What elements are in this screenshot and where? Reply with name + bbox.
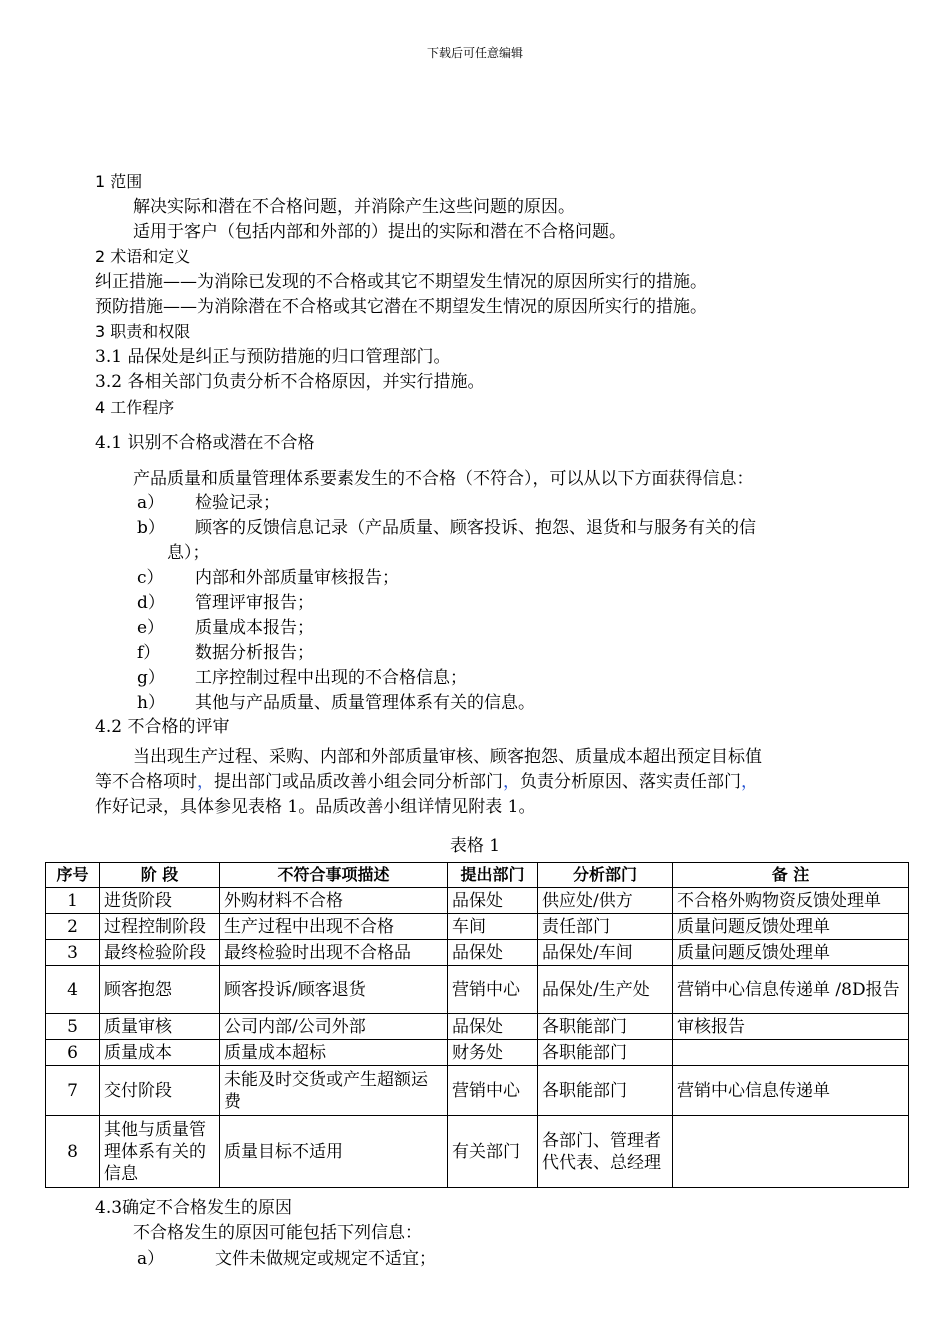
table-cell: 各部门、管理者代代表、总经理 xyxy=(538,1116,673,1188)
table-cell: 7 xyxy=(46,1066,100,1116)
table-row xyxy=(46,1116,909,1188)
section-4-2-line-1: 当出现生产过程、采购、内部和外部质量审核、顾客抱怨、质量成本超出预定目标值 xyxy=(133,747,762,767)
table-cell xyxy=(673,1116,909,1188)
table-cell: 1 xyxy=(46,888,100,914)
table-cell: 顾客抱怨 xyxy=(100,966,220,1014)
table-cell: 未能及时交货或产生超额运费 xyxy=(220,1066,448,1116)
table-body xyxy=(46,888,909,1188)
table-cell: 审核报告 xyxy=(673,1014,909,1040)
table-cell: 质量成本超标 xyxy=(220,1040,448,1066)
table-cell: 财务处 xyxy=(448,1040,538,1066)
line-2-part-e: 负责分析原因、落实责任部门 xyxy=(520,772,741,792)
list-item-text: 检验记录； xyxy=(195,493,280,513)
list-item-text: 内部和外部质量审核报告； xyxy=(195,568,399,588)
table-row xyxy=(46,966,909,1014)
table-row xyxy=(46,940,909,966)
list-item-marker: g） xyxy=(137,668,165,688)
section-4-3-item-marker: a） xyxy=(137,1249,165,1269)
section-4-1-title: 4.1 识别不合格或潜在不合格 xyxy=(95,433,315,453)
section-4-2-title: 4.2 不合格的评审 xyxy=(95,717,230,737)
table-cell: 2 xyxy=(46,914,100,940)
table-cell: 最终检验阶段 xyxy=(100,940,220,966)
list-item-text: 其他与产品质量、质量管理体系有关的信息。 xyxy=(195,693,535,713)
list-item-text: 顾客的反馈信息记录（产品质量、顾客投诉、抱怨、退货和与服务有关的信 xyxy=(195,518,756,538)
line-2-comma-3: ， xyxy=(741,772,758,792)
section-3-para-2: 3.2 各相关部门负责分析不合格原因，并实行措施。 xyxy=(95,372,485,392)
list-item-text: 管理评审报告； xyxy=(195,593,314,613)
section-4-3-item-text: 文件未做规定或规定不适宜； xyxy=(215,1249,436,1269)
table-cell: 质量问题反馈处理单 xyxy=(673,940,909,966)
table-cell: 品保处 xyxy=(448,1014,538,1040)
table-cell: 8 xyxy=(46,1116,100,1188)
table-cell: 3 xyxy=(46,940,100,966)
table-row xyxy=(46,888,909,914)
header-cell: 阶 段 xyxy=(100,863,220,888)
table-row xyxy=(46,1014,909,1040)
list-item-text: 工序控制过程中出现的不合格信息； xyxy=(195,668,467,688)
section-4-2-line-2 xyxy=(95,771,758,793)
table-cell: 质量目标不适用 xyxy=(220,1116,448,1188)
section-2-para-2: 预防措施——为消除潜在不合格或其它潜在不期望发生情况的原因所实行的措施。 xyxy=(95,297,707,317)
table-cell: 营销中心信息传递单 xyxy=(673,1066,909,1116)
page-header: 下载后可任意编辑 xyxy=(426,46,523,60)
table-cell: 最终检验时出现不合格品 xyxy=(220,940,448,966)
section-3-para-1: 3.1 品保处是纠正与预防措施的归口管理部门。 xyxy=(95,347,451,367)
table-cell: 营销中心信息传递单 /8D报告 xyxy=(673,966,909,1014)
table-row xyxy=(46,1040,909,1066)
section-4-3-intro: 不合格发生的原因可能包括下列信息： xyxy=(133,1223,422,1243)
table-cell: 交付阶段 xyxy=(100,1066,220,1116)
section-4-3-title: 4.3确定不合格发生的原因 xyxy=(95,1198,293,1218)
table-cell: 车间 xyxy=(448,914,538,940)
table-cell: 顾客投诉/顾客退货 xyxy=(220,966,448,1014)
list-item-marker: b） xyxy=(137,518,165,538)
list-item-marker: e） xyxy=(137,618,165,638)
table-cell: 5 xyxy=(46,1014,100,1040)
table-cell: 营销中心 xyxy=(448,1066,538,1116)
table-cell: 责任部门 xyxy=(538,914,673,940)
header-cell: 不符合事项描述 xyxy=(220,863,448,888)
table-cell: 各职能部门 xyxy=(538,1066,673,1116)
table-row xyxy=(46,914,909,940)
section-4-2-line-3: 作好记录，具体参见表格 1。品质改善小组详情见附表 1。 xyxy=(95,797,536,817)
list-item-text: 数据分析报告； xyxy=(195,643,314,663)
table-cell: 质量问题反馈处理单 xyxy=(673,914,909,940)
section-1-para-2: 适用于客户（包括内部和外部的）提出的实际和潜在不合格问题。 xyxy=(133,222,626,242)
section-1-title: 1 范围 xyxy=(95,172,143,191)
header-cell: 分析部门 xyxy=(538,863,673,888)
table-cell: 不合格外购物资反馈处理单 xyxy=(673,888,909,914)
table-cell: 外购材料不合格 xyxy=(220,888,448,914)
table-cell: 其他与质量管理体系有关的信息 xyxy=(100,1116,220,1188)
line-2-part-a: 等不合格项时 xyxy=(95,772,197,792)
line-2-comma-1: ， xyxy=(197,772,214,792)
table-cell: 品保处/生产处 xyxy=(538,966,673,1014)
table-caption: 表格 1 xyxy=(449,836,501,856)
table-header-row xyxy=(46,863,909,888)
table-cell xyxy=(673,1040,909,1066)
list-item-marker: c） xyxy=(137,568,164,588)
header-cell: 序号 xyxy=(46,863,100,888)
table-cell: 品保处 xyxy=(448,940,538,966)
list-item-marker: d） xyxy=(137,593,165,613)
section-1-para-1: 解决实际和潜在不合格问题，并消除产生这些问题的原因。 xyxy=(133,197,575,217)
table-cell: 有关部门 xyxy=(448,1116,538,1188)
section-4-title: 4 工作程序 xyxy=(95,398,175,417)
list-item-marker: f） xyxy=(137,643,161,663)
table-cell: 品保处 xyxy=(448,888,538,914)
table-cell: 供应处/供方 xyxy=(538,888,673,914)
table-cell: 6 xyxy=(46,1040,100,1066)
table-cell: 4 xyxy=(46,966,100,1014)
header-cell: 备 注 xyxy=(673,863,909,888)
section-2-title: 2 术语和定义 xyxy=(95,247,191,266)
table-cell: 质量审核 xyxy=(100,1014,220,1040)
table-cell: 各职能部门 xyxy=(538,1014,673,1040)
table-cell: 营销中心 xyxy=(448,966,538,1014)
table-cell: 过程控制阶段 xyxy=(100,914,220,940)
table-cell: 公司内部/公司外部 xyxy=(220,1014,448,1040)
section-2-para-1: 纠正措施——为消除已发现的不合格或其它不期望发生情况的原因所实行的措施。 xyxy=(95,272,707,292)
line-2-part-c: 提出部门或品质改善小组会同分析部门 xyxy=(214,772,503,792)
list-item-marker: a） xyxy=(137,493,165,513)
nonconformity-table xyxy=(45,862,909,1188)
line-2-comma-2: ， xyxy=(503,772,520,792)
list-item-marker: h） xyxy=(137,693,165,713)
table-cell: 质量成本 xyxy=(100,1040,220,1066)
section-3-title: 3 职责和权限 xyxy=(95,322,191,341)
list-item-text: 息）； xyxy=(167,543,210,563)
section-4-1-intro: 产品质量和质量管理体系要素发生的不合格（不符合），可以从以下方面获得信息： xyxy=(133,469,754,489)
header-cell: 提出部门 xyxy=(448,863,538,888)
table-cell: 品保处/车间 xyxy=(538,940,673,966)
table-cell: 各职能部门 xyxy=(538,1040,673,1066)
table-cell: 生产过程中出现不合格 xyxy=(220,914,448,940)
list-item-text: 质量成本报告； xyxy=(195,618,314,638)
table-row xyxy=(46,1066,909,1116)
table-cell: 进货阶段 xyxy=(100,888,220,914)
